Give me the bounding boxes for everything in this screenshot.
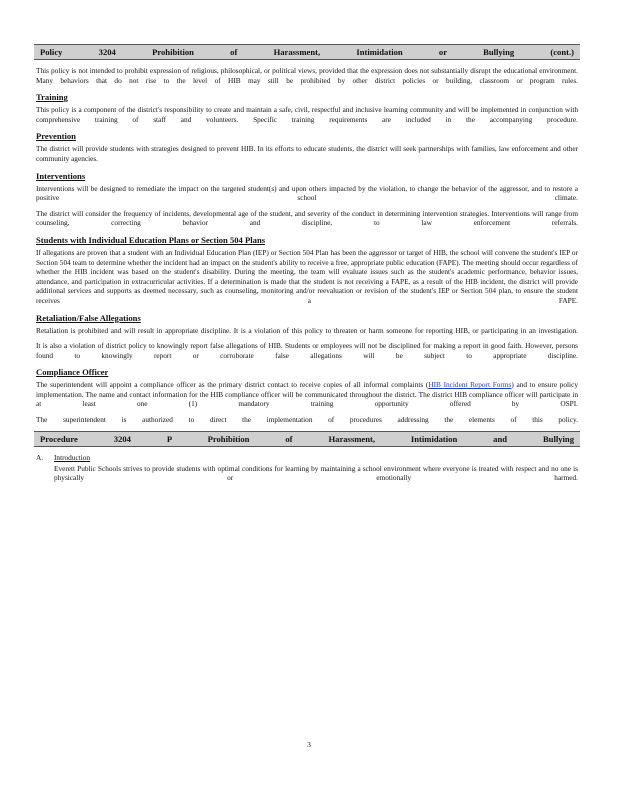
retaliation-heading: Retaliation/False Allegations — [36, 312, 141, 323]
training-heading: Training — [36, 92, 68, 103]
policy-banner: Policy 3204 Prohibition of Harassment, Intimidation or Bullying (cont.) — [34, 44, 580, 60]
interventions-paragraph-1: Interventions will be designed to remediate the impact on the targeted student(s) and upon others impacted by the violation, to change the behavior of the aggressor, and to restore a positive school climate. — [36, 183, 578, 203]
training-paragraph: This policy is a component of the district's responsibility to create and maintain a safe, civil, respectful and inclusive learning community and will be implemented in conjunction with comprehensive training of staff and volunteers. Specific training requirements are included in the accompanying procedure. — [36, 105, 578, 124]
compliance-paragraph-2: The superintendent is authorized to direct the implementation of procedures addressing the elements of this policy. — [36, 415, 578, 425]
compliance-paragraph-1 — [36, 380, 578, 409]
retaliation-paragraph-1: Retaliation is prohibited and will result in appropriate discipline. It is a violation of this policy to threaten or harm someone for reporting HIB, or participating in an investigation. — [36, 325, 578, 335]
intro-paragraph: This policy is not intended to prohibit expression of religious, philosophical, or political views, provided that the expression does not substantially disrupt the educational environment. Many behaviors that do not rise to the level of HIB may still be prohibited by other district policies or building, classroom or program rules. — [36, 66, 578, 85]
compliance-heading: Compliance Officer — [36, 367, 109, 378]
prevention-paragraph: The district will provide students with strategies designed to prevent HIB. In its efforts to educate students, the district will seek partnerships with families, law enforcement and other community agencies. — [36, 144, 578, 163]
hib-incident-report-forms-link[interactable]: HIB Incident Report Forms — [428, 380, 512, 390]
interventions-heading: Interventions — [36, 170, 86, 181]
procedure-section-heading — [36, 453, 578, 462]
compliance-text-pre: The superintendent will appoint a compliance officer as the primary district contact to receive copies of all informal complaints ( — [36, 380, 429, 390]
iep-paragraph: If allegations are proven that a student with an Individual Education Plan (IEP) or Section 504 Plan has been the aggressor or target of HIB, the school will convene the student's IEP or Section 504 team to determine whether the incident had an impact on the student's ability to receive a free, appropriate public education (FAPE). The meeting should occur regardless of whether the HIB incident was based on the student's disability. During the meeting, the team will evaluate issues such as the student's academic performance, behavior issues, attendance, and participation in extracurricular activities. If a determination is made that the student is not receiving a FAPE, as a result of the HIB incident, the district will provide additional services and supports as deemed necessary, such as counseling, monitoring and/or reevaluation or revision of the student's IEP or Section 504 plan, to ensure the student receives a FAPE. — [36, 247, 578, 305]
prevention-heading: Prevention — [36, 131, 76, 142]
page-number: 3 — [307, 740, 311, 749]
compliance-text-post: ) and to ensure policy implementation. The name and contact information for the HIB compliance officer will be communicated throughout the district. The district HIB compliance officer will participate in at least one (1) mandatory training opportunity offered by OSPI. — [36, 380, 578, 409]
section-title: Introduction — [54, 452, 91, 462]
procedure-banner: Procedure 3204 P Prohibition of Harassment, Intimidation and Bullying — [34, 431, 580, 447]
procedure-intro-paragraph: Everett Public Schools strives to provide students with optimal conditions for learning by maintaining a school environment where everyone is treated with respect and no one is physically or emotionally harmed. — [54, 463, 578, 483]
interventions-paragraph-2: The district will consider the frequency of incidents, developmental age of the student, and severity of the conduct in determining intervention strategies. Interventions will range from counseling, correcting behavior and discipline, to law enforcement referrals. — [36, 208, 578, 228]
iep-heading: Students with Individual Education Plans or Section 504 Plans — [36, 234, 266, 245]
retaliation-paragraph-2: It is also a violation of district policy to knowingly report false allegations of HIB. Students or employees will not be disciplined for making a report in good faith. However, persons found to knowingly report or corroborate false allegations will be subject to appropriate discipline. — [36, 341, 578, 360]
section-marker: A. — [36, 452, 44, 462]
